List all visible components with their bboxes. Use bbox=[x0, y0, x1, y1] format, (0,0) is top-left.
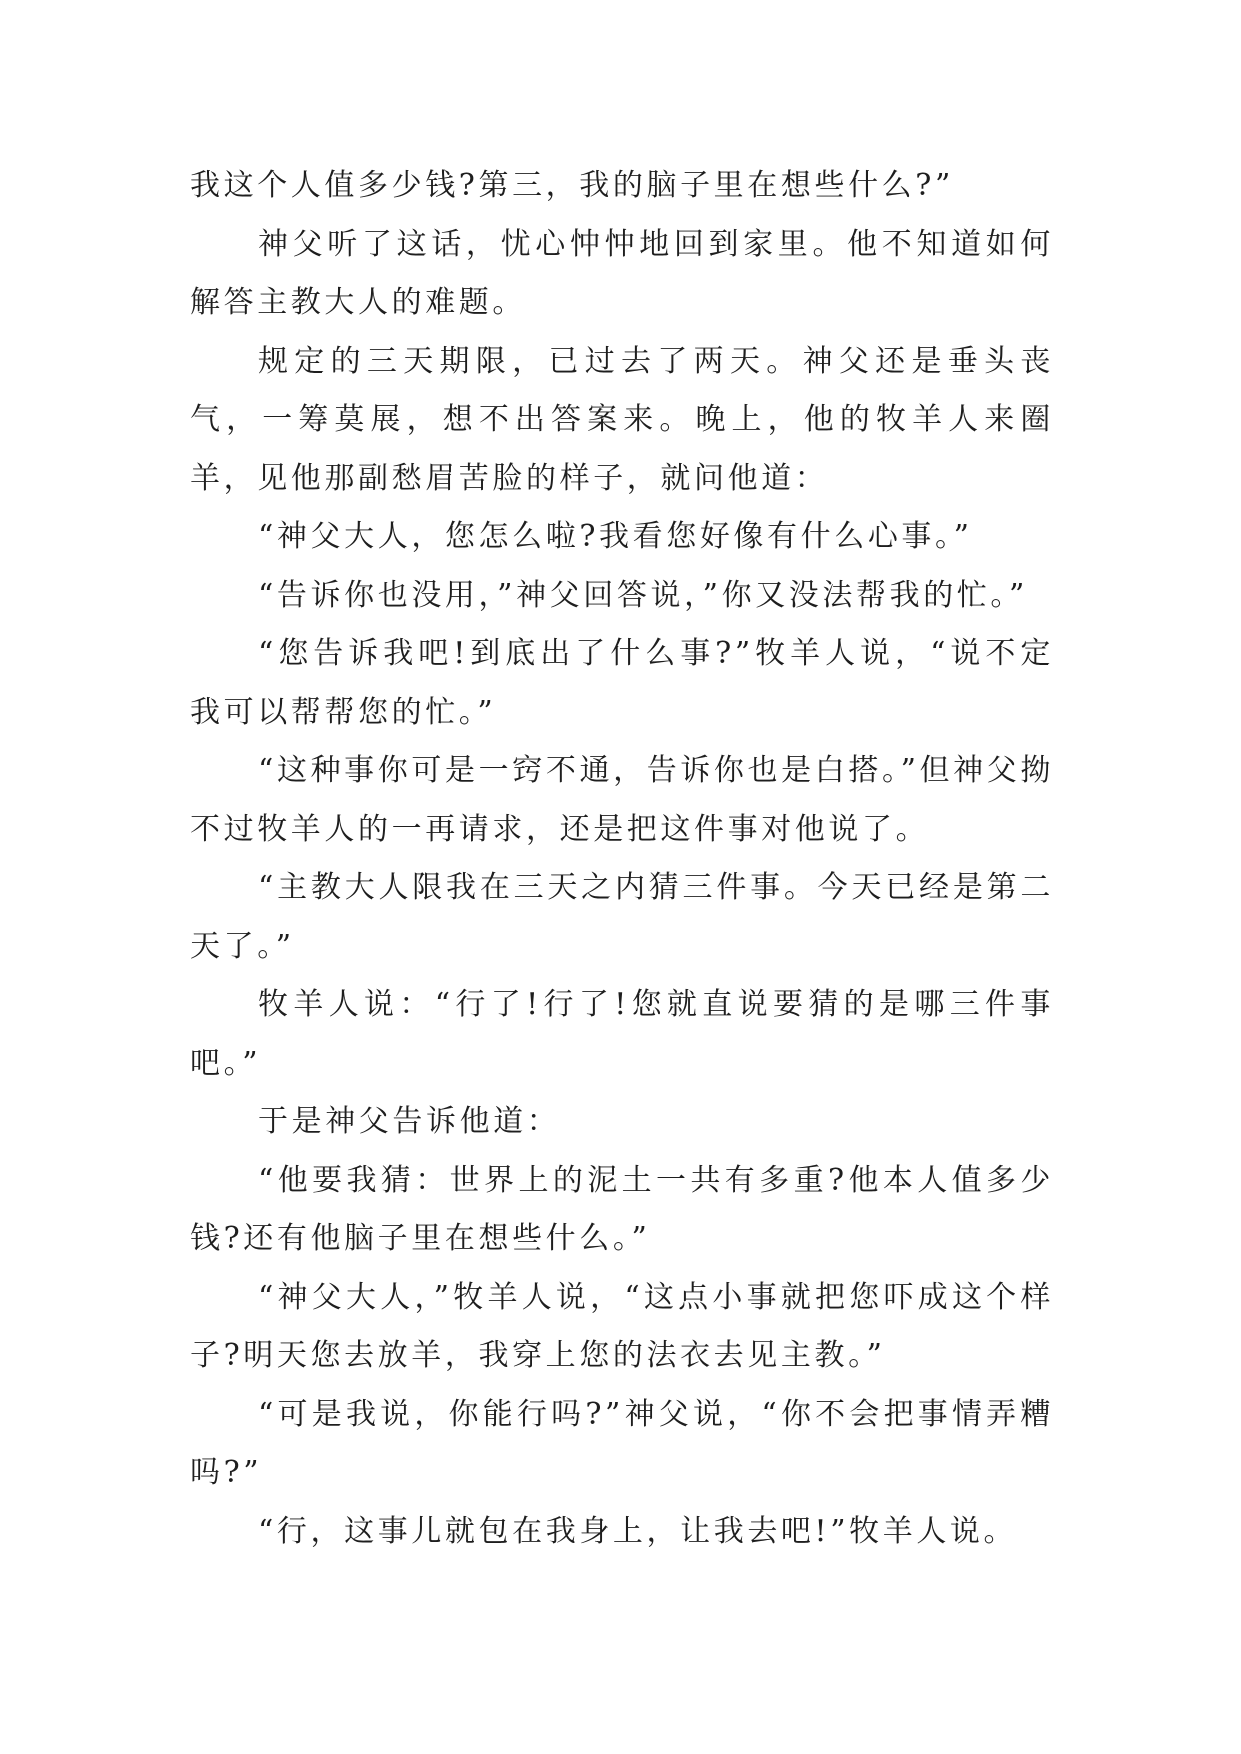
paragraph: “神父大人，您怎么啦?我看您好像有什么心事。” bbox=[258, 519, 973, 554]
paragraph: “可是我说，你能行吗?”神父说，“你不会把事情弄糟吗?” bbox=[190, 1396, 1054, 1490]
paragraph: 牧羊人说：“行了!行了!您就直说要猜的是哪三件事吧。” bbox=[190, 987, 1054, 1081]
body-text bbox=[190, 157, 1054, 1561]
paragraph: “这种事你可是一窍不通，告诉你也是白搭。”但神父拗不过牧羊人的一再请求，还是把这件事对他说了。 bbox=[190, 753, 1054, 847]
paragraph: “神父大人，”牧羊人说，“这点小事就把您吓成这个样子?明天您去放羊，我穿上您的法衣去见主教。” bbox=[190, 1279, 1054, 1373]
paragraph: “行，这事儿就包在我身上，让我去吧!”牧羊人说。 bbox=[258, 1513, 1018, 1549]
paragraph: “他要我猜：世界上的泥土一共有多重?他本人值多少钱?还有他脑子里在想些什么。” bbox=[190, 1162, 1054, 1256]
paragraph: “主教大人限我在三天之内猜三件事。今天已经是第二天了。” bbox=[190, 870, 1054, 964]
paragraph: 规定的三天期限，已过去了两天。神父还是垂头丧气，一筹莫展，想不出答案来。晚上，他的牧羊人来圈羊，见他那副愁眉苦脸的样子，就问他道： bbox=[190, 343, 1054, 496]
paragraph-continued: 我这个人值多少钱?第三，我的脑子里在想些什么?” bbox=[190, 168, 954, 203]
paragraph: 神父听了这话，忧心忡忡地回到家里。他不知道如何解答主教大人的难题。 bbox=[190, 226, 1054, 320]
paragraph: “您告诉我吧!到底出了什么事?”牧羊人说，“说不定我可以帮帮您的忙。” bbox=[190, 636, 1054, 730]
paragraph: 于是神父告诉他道： bbox=[258, 1104, 561, 1139]
paragraph: “告诉你也没用，”神父回答说，”你又没法帮我的忙。” bbox=[258, 577, 1028, 613]
